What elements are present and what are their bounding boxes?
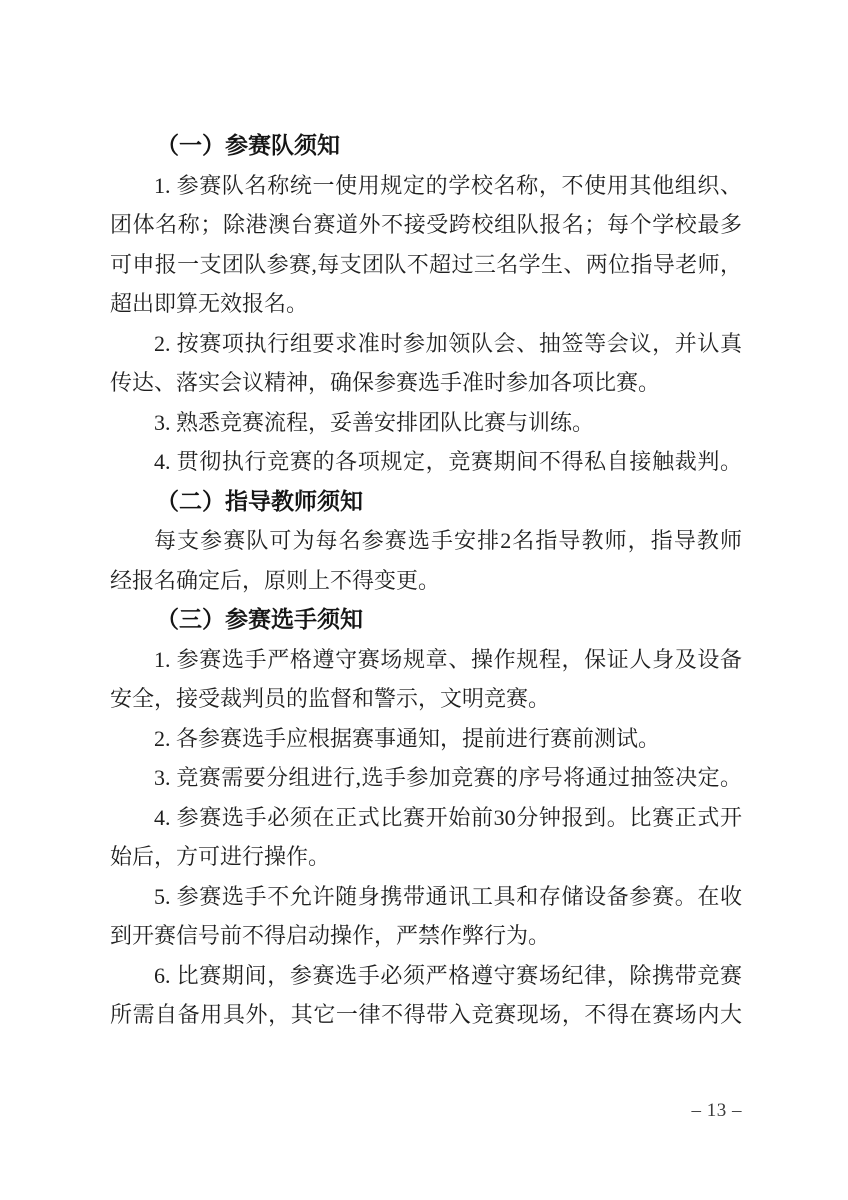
paragraph-line: 1. 参赛选手严格遵守赛场规章、操作规程，保证人身及设备 (154, 646, 742, 672)
paragraph-line: 6. 比赛期间，参赛选手必须严格遵守赛场纪律，除携带竞赛 (154, 962, 742, 988)
paragraph-line: 所需自备用具外，其它一律不得带入竞赛现场，不得在赛场内大 (110, 1002, 742, 1027)
paragraph-line: 传达、落实会议精神，确保参赛选手准时参加各项比赛。 (110, 370, 661, 395)
paragraph-line: 2. 按赛项执行组要求准时参加领队会、抽签等会议，并认真 (154, 330, 742, 356)
document-content (110, 126, 742, 1035)
section-heading-2: （二）指导教师须知 (156, 488, 363, 514)
paragraph-line: 2. 各参赛选手应根据赛事通知，提前进行赛前测试。 (154, 725, 661, 751)
paragraph-line: 4. 贯彻执行竞赛的各项规定，竞赛期间不得私自接触裁判。 (154, 449, 742, 474)
paragraph-line: 4. 参赛选手必须在正式比赛开始前30分钟报到。比赛正式开 (154, 804, 742, 830)
paragraph-line: 安全，接受裁判员的监督和警示，文明竞赛。 (110, 686, 551, 711)
paragraph-line: 5. 参赛选手不允许随身携带通讯工具和存储设备参赛。在收 (154, 883, 742, 909)
section-heading-1: （一）参赛队须知 (156, 133, 340, 158)
page-number: – 13 – (691, 1100, 742, 1121)
section-heading-3: （三）参赛选手须知 (156, 607, 363, 632)
paragraph-line: 3. 竞赛需要分组进行,选手参加竞赛的序号将通过抽签决定。 (154, 765, 742, 790)
paragraph-line: 经报名确定后，原则上不得变更。 (110, 567, 441, 593)
paragraph-line: 始后，方可进行操作。 (110, 844, 331, 869)
paragraph-line: 团体名称；除港澳台赛道外不接受跨校组队报名；每个学校最多 (110, 212, 742, 237)
paragraph-line: 可申报一支团队参赛,每支团队不超过三名学生、两位指导老师， (110, 251, 742, 277)
paragraph-line: 1. 参赛队名称统一使用规定的学校名称，不使用其他组织、 (154, 172, 742, 198)
paragraph-line: 3. 熟悉竞赛流程，妥善安排团队比赛与训练。 (154, 409, 595, 435)
paragraph-line: 每支参赛队可为每名参赛选手安排2名指导教师，指导教师 (154, 528, 742, 553)
paragraph-line: 超出即算无效报名。 (110, 291, 309, 316)
paragraph-line: 到开赛信号前不得启动操作，严禁作弊行为。 (110, 923, 551, 948)
